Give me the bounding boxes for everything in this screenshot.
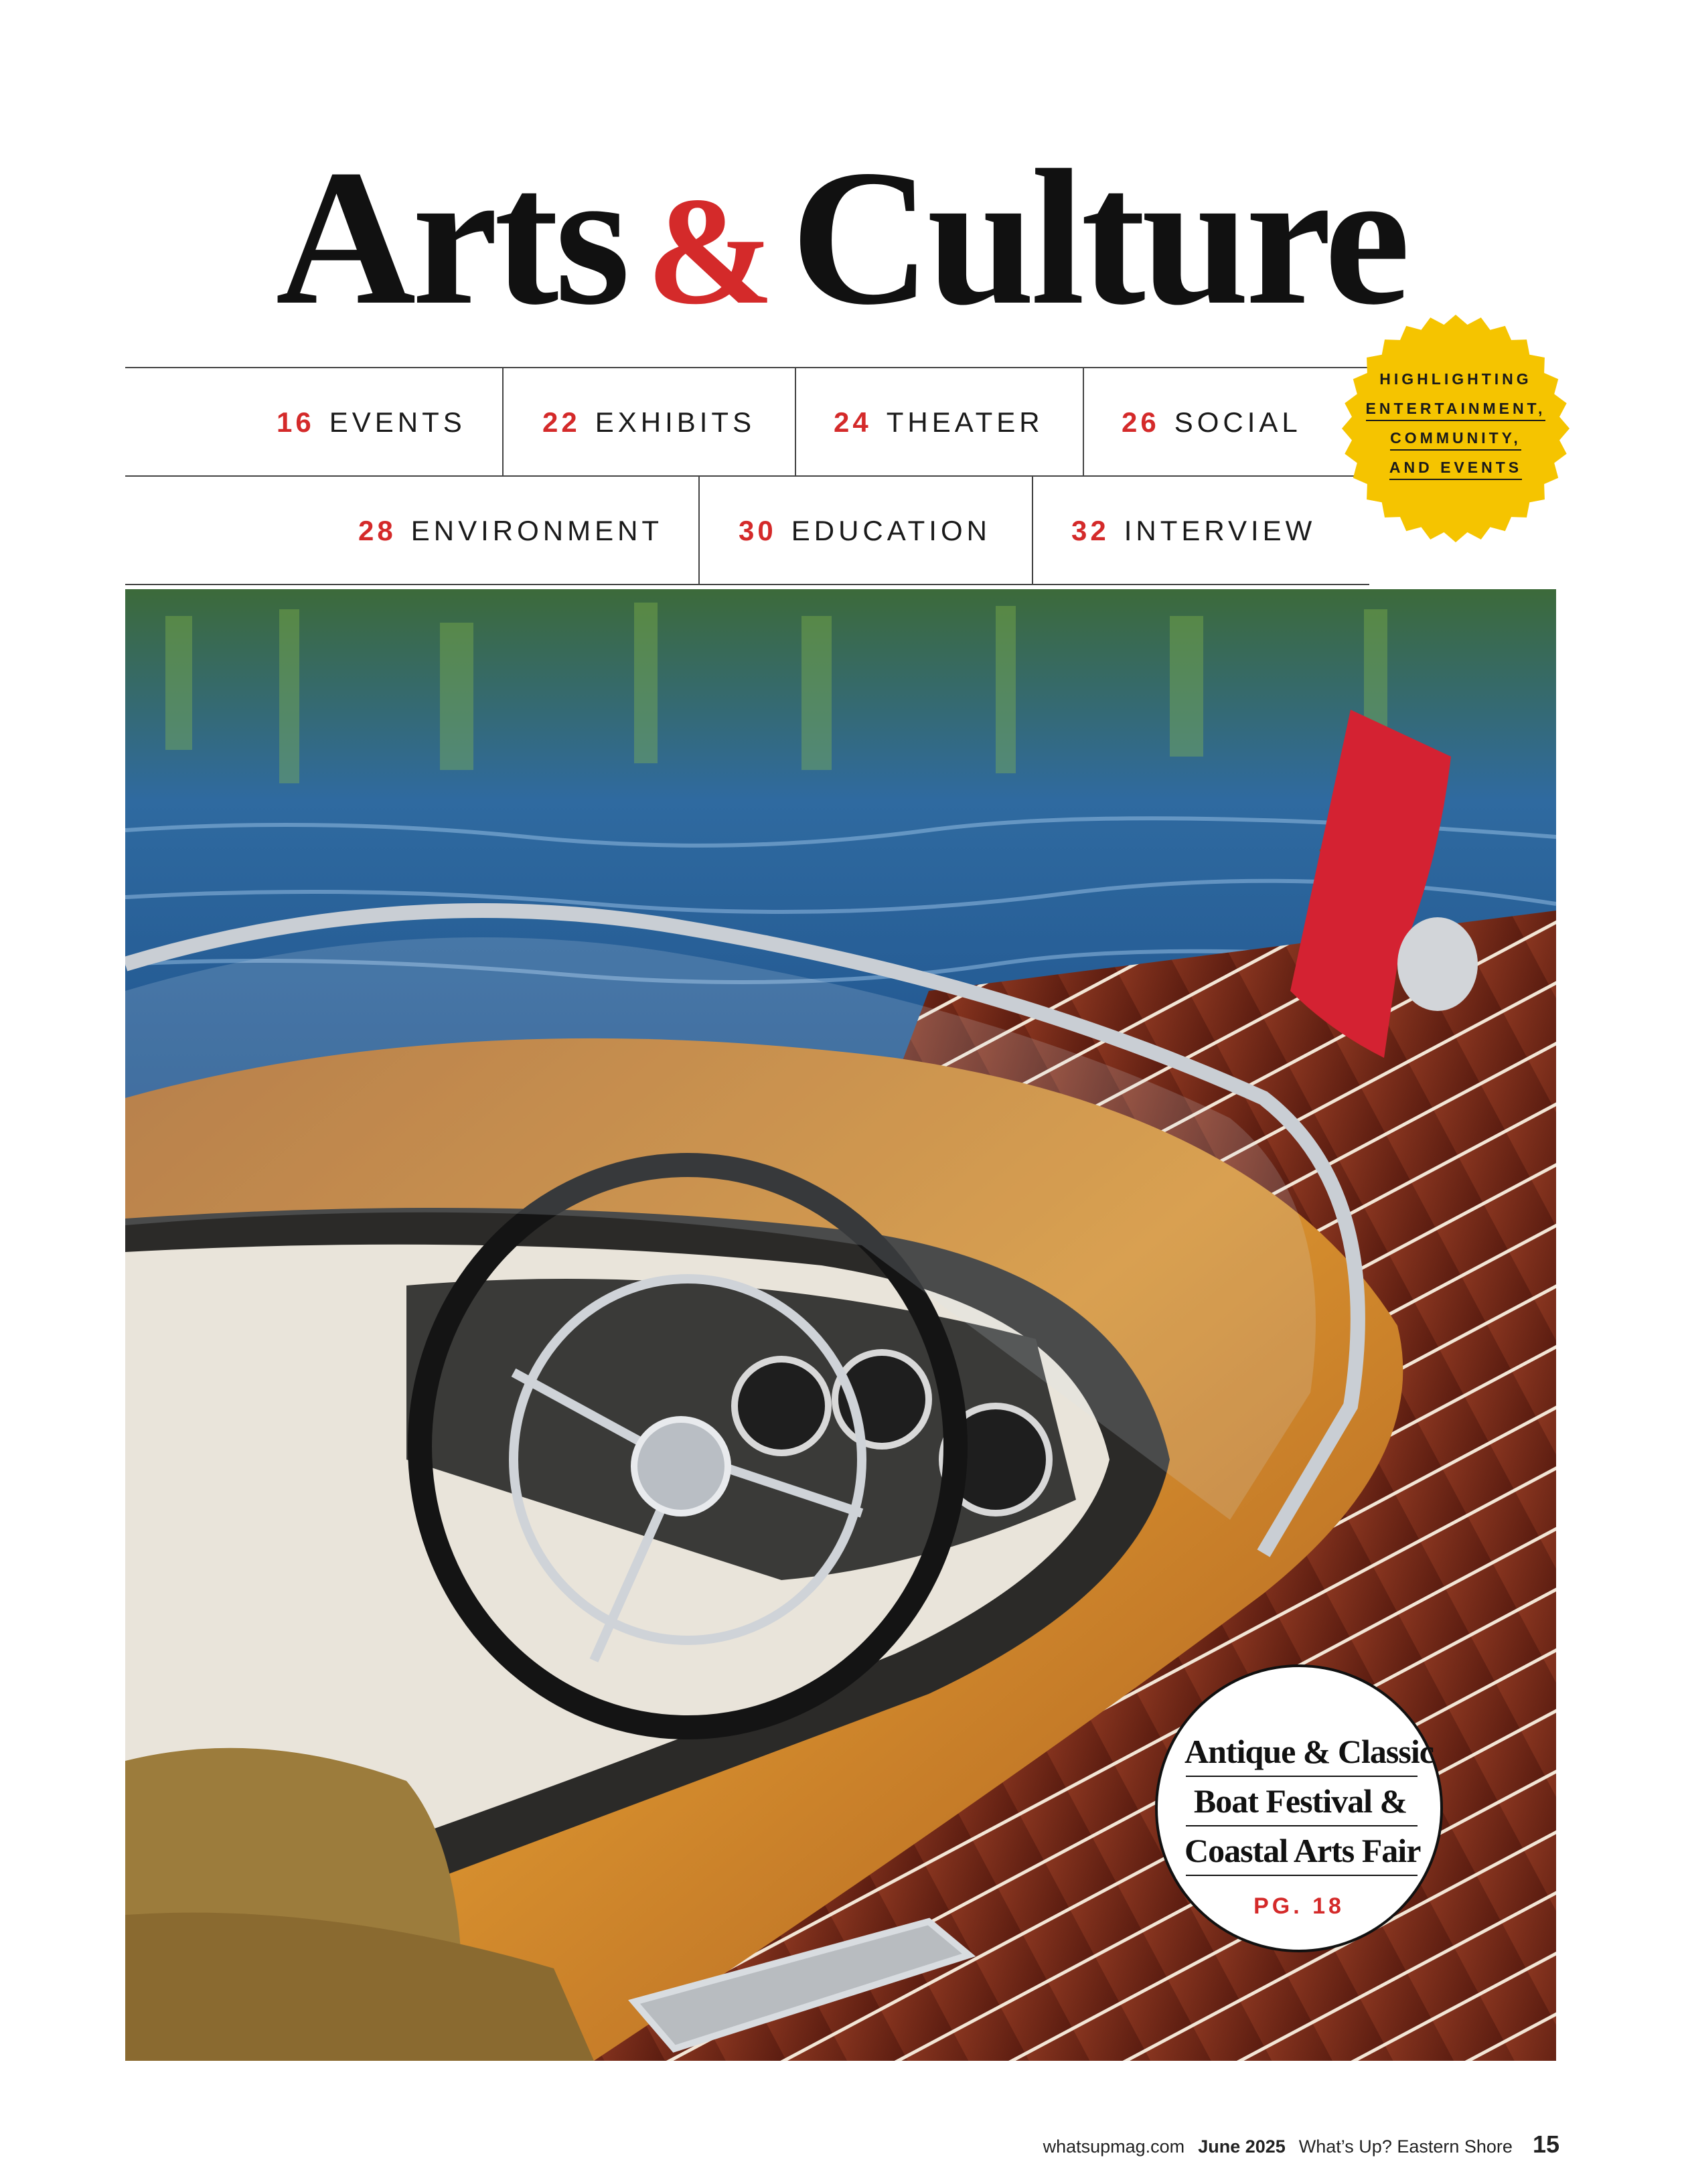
callout-page-ref: PG. 18 [1253,1893,1345,1919]
title-culture: Culture [790,130,1407,345]
nav-label: EDUCATION [791,515,991,546]
nav-label: EVENTS [329,406,466,438]
nav-page-number: 24 [834,406,872,438]
nav-label: SOCIAL [1174,406,1302,438]
footer-issue-date: June 2025 [1198,2136,1286,2157]
nav-page-number: 32 [1071,515,1110,546]
highlight-badge [1341,313,1571,544]
callout-rule [1186,1776,1418,1777]
nav-item-theater[interactable] [834,399,1044,446]
nav-rule-middle [125,475,1369,477]
title-arts: Arts [275,130,627,345]
nav-divider [698,475,700,584]
nav-divider [1032,475,1033,584]
badge-line: COMMUNITY, [1341,423,1571,453]
nav-page-number: 28 [358,515,396,546]
badge-line: ENTERTAINMENT, [1341,394,1571,423]
nav-item-events[interactable] [277,399,466,446]
nav-divider [1083,367,1084,475]
callout-rule [1186,1875,1418,1876]
nav-label: THEATER [886,406,1044,438]
page-footer [1043,2128,1559,2161]
nav-page-number: 30 [739,515,777,546]
title-ampersand: & [646,165,771,336]
badge-line: HIGHLIGHTING [1379,370,1532,388]
nav-label: EXHIBITS [595,406,756,438]
nav-rule-top [125,367,1369,368]
nav-item-environment[interactable] [358,508,663,554]
nav-page-number: 16 [277,406,315,438]
footer-publication: What’s Up? Eastern Shore [1298,2136,1513,2157]
callout-line: Boat Festival & [1193,1782,1407,1820]
nav-page-number: 26 [1122,406,1160,438]
badge-line: AND EVENTS [1341,453,1571,482]
nav-label: ENVIRONMENT [410,515,664,546]
footer-site[interactable]: whatsupmag.com [1043,2136,1185,2157]
feature-callout[interactable] [1155,1664,1443,1952]
nav-divider [795,367,796,475]
nav-page-number: 22 [542,406,581,438]
nav-item-education[interactable] [739,508,991,554]
callout-line: Coastal Arts Fair [1184,1832,1421,1869]
nav-item-social[interactable] [1122,399,1302,446]
nav-item-exhibits[interactable] [542,399,755,446]
page-number: 15 [1532,2130,1559,2158]
nav-item-interview[interactable] [1071,508,1316,554]
callout-line: Antique & Classic [1184,1733,1434,1770]
nav-label: INTERVIEW [1124,515,1316,546]
nav-rule-bottom [125,584,1369,585]
callout-rule [1186,1825,1418,1826]
nav-divider [502,367,504,475]
